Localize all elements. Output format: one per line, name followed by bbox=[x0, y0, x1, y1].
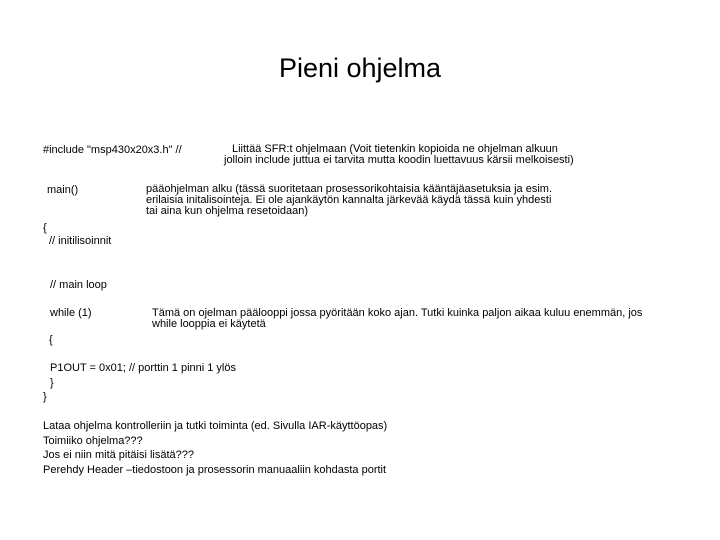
main-comment-line-2: erilaisia initalisointeja. Ei ole ajankäytön kannalta järkevää käydä tässä kuin yhdesti bbox=[146, 194, 552, 206]
include-comment bbox=[224, 144, 574, 166]
main-loop-comment: // main loop bbox=[50, 279, 107, 291]
main-comment-line-1: pääohjelman alku (tässä suoritetaan prosessorikohtaisia kääntäjäasetuksia ja esim. bbox=[146, 183, 553, 195]
while-comment-line-2: while looppia ei käytetä bbox=[152, 318, 266, 330]
init-comment: // initilisoinnit bbox=[49, 235, 112, 247]
inner-close-brace: } bbox=[50, 377, 54, 389]
footer-line-4: Perehdy Header –tiedostoon ja prosessorin manuaaliin kohdasta portit bbox=[43, 463, 387, 476]
main-comment bbox=[146, 184, 552, 217]
slide-title: Pieni ohjelma bbox=[278, 53, 442, 83]
main-comment-line-3: tai aina kun ohjelma resetoidaan) bbox=[146, 205, 309, 217]
include-comment-line-2: jolloin include juttua ei tarvita mutta koodin luettavuus kärsii melkoisesti) bbox=[224, 154, 574, 166]
while-line: while (1) bbox=[50, 307, 92, 319]
inner-open-brace: { bbox=[49, 334, 53, 346]
while-comment-line-1: Tämä on ojelman päälooppi jossa pyöritään koko ajan. Tutki kuinka paljon aikaa kuluu enemmän, jos bbox=[152, 307, 643, 319]
include-line: #include "msp430x20x3.h" // bbox=[43, 144, 182, 156]
main-line: main() bbox=[47, 184, 79, 196]
open-brace: { bbox=[43, 222, 47, 234]
p1out-line: P1OUT = 0x01; // porttin 1 pinni 1 ylös bbox=[50, 362, 236, 374]
footer-line-2: Toimiiko ohjelma??? bbox=[43, 434, 143, 447]
include-comment-line-1: Liittää SFR:t ohjelmaan (Voit tietenkin kopioida ne ohjelman alkuun bbox=[232, 143, 558, 155]
close-brace: } bbox=[43, 391, 47, 403]
while-comment bbox=[152, 308, 642, 330]
footer-line-3: Jos ei niin mitä pitäisi lisätä??? bbox=[43, 449, 195, 461]
footer-notes bbox=[43, 419, 387, 477]
footer-line-1: Lataa ohjelma kontrolleriin ja tutki toiminta (ed. Sivulla IAR-käyttöopas) bbox=[43, 420, 388, 432]
